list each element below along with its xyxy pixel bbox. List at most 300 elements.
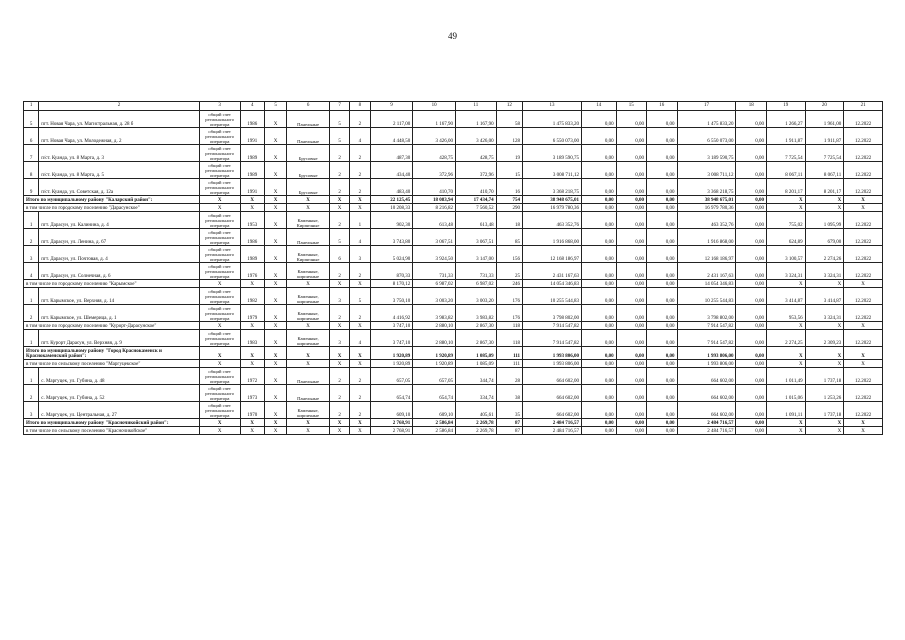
f1-cell: 0,00 [582,427,617,435]
year-cell: 1972 [240,368,264,385]
a1-cell: 22 125,45 [370,196,413,204]
f1-cell: 0,00 [582,322,617,330]
year-cell: X [240,360,264,368]
f4-cell: 3 008 711,12 [677,162,736,179]
house-row [24,179,883,196]
cost-cell: 664 602,00 [523,402,582,419]
fl-cell: 2 [329,368,349,385]
f4-cell: 12 168 186,97 [677,246,736,263]
column-number-cell: 17 [677,102,736,111]
ppl-cell: 16 [496,179,522,196]
a3-cell: 3 983,82 [455,305,496,322]
a2-cell: 1 167,90 [413,111,456,128]
wall-cell: X [287,419,330,427]
a2-cell: 2 880,10 [413,322,456,330]
f4-cell: 10 255 544,83 [677,288,736,305]
house-row [24,385,883,402]
address-cell: пгт. Курорт Дарасун, ул. Верхняя, д. 9 [39,330,200,347]
address-cell: пгт. Дарасун, ул. Почтовая, д. 4 [39,246,200,263]
u1-cell: 1 015,06 [766,385,805,402]
column-number-cell: 21 [844,102,883,111]
a1-cell: 8 170,12 [370,280,413,288]
column-number-cell: 4 [240,102,264,111]
date-cell: 12.2022 [844,212,883,229]
f3-cell: 0,00 [647,419,677,427]
en-cell: 2 [350,162,370,179]
a3-cell: 613,48 [455,212,496,229]
u1-cell: X [766,427,805,435]
address-cell: с. Маргуцек, ул. Центральная, д. 27 [39,402,200,419]
wall-cell: X [287,360,330,368]
f2-cell: 0,00 [616,246,646,263]
wall-cell: Каменные, кирпичные [287,402,330,419]
year-cell: 1982 [240,288,264,305]
a3-cell: 334,74 [455,385,496,402]
f4-cell: 3 798 802,00 [677,305,736,322]
date-cell: 12.2022 [844,263,883,280]
op-cell: общий счет регионального оператора [199,229,240,246]
a2-cell: 613,48 [413,212,456,229]
subtotal-label-cell: в том числе по сельскому поселению "Красночикойское" [24,427,200,435]
a1-cell: 434,40 [370,162,413,179]
ppl-cell: 111 [496,360,522,368]
wall-cell: Брусовые [287,145,330,162]
u1-cell: 953,56 [766,305,805,322]
a3-cell: 344,74 [455,368,496,385]
wall-cell: X [287,204,330,212]
a3-cell: 3 003,20 [455,288,496,305]
f2-cell: 0,00 [616,204,646,212]
cost-cell: 1 916 868,00 [523,229,582,246]
f5-cell: 0,00 [736,368,766,385]
subtotal-label-cell: в том числе по городскому поселению "Курорт-Дарасунское" [24,322,200,330]
u1-cell: 1 911,87 [766,128,805,145]
house-row [24,111,883,128]
f5-cell: 0,00 [736,305,766,322]
cost-cell: 16 979 780,36 [523,204,582,212]
ppl-cell: 111 [496,347,522,360]
row-number-cell: 6 [24,128,39,145]
op-cell: общий счет регионального оператора [199,128,240,145]
f5-cell: 0,00 [736,322,766,330]
x-cell: X [264,347,286,360]
en-cell: X [350,204,370,212]
subtotal-label-cell: Итого по муниципальному району "Город Краснокаменск и Краснокаменский район": [24,347,200,360]
a2-cell: 2 586,84 [413,427,456,435]
en-cell: X [350,280,370,288]
date-cell: 12.2022 [844,179,883,196]
f4-cell: 16 979 780,36 [677,204,736,212]
fl-cell: 2 [329,263,349,280]
x-cell: X [264,288,286,305]
column-number-cell: 8 [350,102,370,111]
house-row [24,288,883,305]
f2-cell: 0,00 [616,305,646,322]
a2-cell: 3 067,51 [413,229,456,246]
f5-cell: 0,00 [736,246,766,263]
u2-cell: X [805,360,844,368]
ppl-cell: 19 [496,145,522,162]
u1-cell: 2 274,25 [766,330,805,347]
fl-cell: X [329,427,349,435]
u2-cell: X [805,419,844,427]
en-cell: X [350,196,370,204]
year-cell: 1973 [240,385,264,402]
house-row [24,330,883,347]
column-number-cell: 7 [329,102,349,111]
a3-cell: 372,96 [455,162,496,179]
row-number-cell: 8 [24,162,39,179]
wall-cell: Каменные, кирпичные [287,263,330,280]
ppl-cell: 290 [496,204,522,212]
a3-cell: 3 426,00 [455,128,496,145]
date-cell: 12.2022 [844,368,883,385]
fl-cell: 5 [329,111,349,128]
wall-cell: X [287,427,330,435]
cost-cell: 7 914 547,82 [523,322,582,330]
en-cell: 2 [350,305,370,322]
house-row [24,229,883,246]
u2-cell: 1 095,99 [805,212,844,229]
cost-cell: 38 948 675,01 [523,196,582,204]
fl-cell: 5 [329,229,349,246]
date-cell: 12.2022 [844,288,883,305]
f5-cell: 0,00 [736,145,766,162]
f3-cell: 0,00 [647,128,677,145]
en-cell: 4 [350,128,370,145]
fl-cell: 2 [329,145,349,162]
en-cell: 4 [350,330,370,347]
f1-cell: 0,00 [582,229,617,246]
a1-cell: 4 416,92 [370,305,413,322]
a3-cell: 1 085,09 [455,347,496,360]
date-cell: X [844,196,883,204]
fl-cell: X [329,280,349,288]
x-cell: X [264,145,286,162]
a3-cell: 428,75 [455,145,496,162]
op-cell: общий счет регионального оператора [199,330,240,347]
en-cell: X [350,419,370,427]
a2-cell: 8 216,82 [413,204,456,212]
address-cell: пгт. Карымское, ул. Шемерица, д. 1 [39,305,200,322]
address-cell: п/ст. Куанда, ул. Советская, д. 12а [39,179,200,196]
f4-cell: 2 431 167,63 [677,263,736,280]
settlement-subtotal-row [24,280,883,288]
row-number-cell: 9 [24,179,39,196]
f4-cell: 3 368 218,75 [677,179,736,196]
f4-cell: 2 484 716,57 [677,419,736,427]
a3-cell: 731,33 [455,263,496,280]
a1-cell: 654,74 [370,385,413,402]
f4-cell: 3 189 590,75 [677,145,736,162]
f3-cell: 0,00 [647,330,677,347]
year-cell: 1989 [240,246,264,263]
op-cell: общий счет регионального оператора [199,288,240,305]
en-cell: 2 [350,402,370,419]
a2-cell: 609,10 [413,402,456,419]
row-number-cell: 1 [24,330,39,347]
column-number-cell: 2 [39,102,200,111]
a2-cell: 654,74 [413,385,456,402]
date-cell: X [844,419,883,427]
en-cell: 4 [350,229,370,246]
u1-cell: 8 201,17 [766,179,805,196]
a1-cell: 1 920,89 [370,347,413,360]
year-cell: 1979 [240,305,264,322]
op-cell: общий счет регионального оператора [199,402,240,419]
u1-cell: 1 091,11 [766,402,805,419]
cost-cell: 463 352,76 [523,212,582,229]
u1-cell: 7 725,54 [766,145,805,162]
f5-cell: 0,00 [736,196,766,204]
ppl-cell: 18 [496,212,522,229]
a2-cell: 3 003,20 [413,288,456,305]
ppl-cell: 128 [496,128,522,145]
a2-cell: 2 586,84 [413,419,456,427]
fl-cell: X [329,196,349,204]
en-cell: 1 [350,212,370,229]
f5-cell: 0,00 [736,212,766,229]
f4-cell: 14 054 346,83 [677,280,736,288]
op-cell: X [199,196,240,204]
f4-cell: 1 993 806,00 [677,360,736,368]
date-cell: X [844,204,883,212]
a2-cell: 6 987,02 [413,280,456,288]
en-cell: 2 [350,179,370,196]
date-cell: 12.2022 [844,246,883,263]
settlement-subtotal-row [24,360,883,368]
f2-cell: 0,00 [616,111,646,128]
f1-cell: 0,00 [582,128,617,145]
year-cell: X [240,204,264,212]
ppl-cell: 85 [496,229,522,246]
a2-cell: 731,33 [413,263,456,280]
u1-cell: X [766,196,805,204]
u1-cell: 3 324,31 [766,263,805,280]
f4-cell: 1 475 833,20 [677,111,736,128]
u2-cell: 7 725,54 [805,145,844,162]
date-cell: X [844,347,883,360]
f3-cell: 0,00 [647,145,677,162]
x-cell: X [264,368,286,385]
x-cell: X [264,402,286,419]
en-cell: 2 [350,385,370,402]
year-cell: X [240,280,264,288]
ppl-cell: 25 [496,263,522,280]
date-cell: X [844,360,883,368]
date-cell: 12.2022 [844,162,883,179]
date-cell: 12.2022 [844,305,883,322]
wall-cell: X [287,347,330,360]
row-number-cell: 5 [24,111,39,128]
x-cell: X [264,179,286,196]
u1-cell: X [766,204,805,212]
a2-cell: 410,70 [413,179,456,196]
u1-cell: 624,89 [766,229,805,246]
cost-cell: 12 168 186,97 [523,246,582,263]
address-cell: пгт. Новая Чара, ул. Магистральная, д. 28 б [39,111,200,128]
wall-cell: X [287,322,330,330]
a3-cell: 17 434,74 [455,196,496,204]
f2-cell: 0,00 [616,229,646,246]
op-cell: общий счет регионального оператора [199,212,240,229]
row-number-cell: 2 [24,229,39,246]
a1-cell: 609,10 [370,402,413,419]
f1-cell: 0,00 [582,111,617,128]
house-row [24,402,883,419]
f1-cell: 0,00 [582,212,617,229]
row-number-cell: 7 [24,145,39,162]
x-cell: X [264,111,286,128]
wall-cell: Панельные [287,229,330,246]
a3-cell: 7 560,52 [455,204,496,212]
op-cell: общий счет регионального оператора [199,145,240,162]
u1-cell: 8 067,11 [766,162,805,179]
year-cell: 1976 [240,263,264,280]
f2-cell: 0,00 [616,288,646,305]
f2-cell: 0,00 [616,368,646,385]
u1-cell: X [766,322,805,330]
year-cell: X [240,347,264,360]
year-cell: 1991 [240,179,264,196]
cost-cell: 6 550 073,00 [523,128,582,145]
f1-cell: 0,00 [582,179,617,196]
f2-cell: 0,00 [616,128,646,145]
u1-cell: 755,02 [766,212,805,229]
a1-cell: 3 747,10 [370,322,413,330]
cost-cell: 3 368 218,75 [523,179,582,196]
en-cell: 5 [350,288,370,305]
a3-cell: 2 867,30 [455,322,496,330]
u1-cell: 1 266,27 [766,111,805,128]
a3-cell: 2 269,78 [455,419,496,427]
f3-cell: 0,00 [647,204,677,212]
subtotal-label-cell: Итого по муниципальному району "Красночикойский район": [24,419,200,427]
f3-cell: 0,00 [647,385,677,402]
year-cell: 1983 [240,330,264,347]
fl-cell: X [329,360,349,368]
f3-cell: 0,00 [647,196,677,204]
date-cell: 12.2022 [844,330,883,347]
f1-cell: 0,00 [582,204,617,212]
ppl-cell: 118 [496,322,522,330]
a2-cell: 3 983,82 [413,305,456,322]
ppl-cell: 176 [496,288,522,305]
date-cell: 12.2022 [844,111,883,128]
cost-cell: 1 993 806,00 [523,360,582,368]
a1-cell: 3 747,10 [370,330,413,347]
op-cell: X [199,347,240,360]
a2-cell: 1 920,89 [413,360,456,368]
ppl-cell: 246 [496,280,522,288]
cost-cell: 7 914 547,82 [523,330,582,347]
op-cell: X [199,360,240,368]
f5-cell: 0,00 [736,263,766,280]
x-cell: X [264,322,286,330]
x-cell: X [264,360,286,368]
ppl-cell: 118 [496,330,522,347]
x-cell: X [264,330,286,347]
cost-cell: 1 475 833,20 [523,111,582,128]
op-cell: X [199,419,240,427]
f5-cell: 0,00 [736,360,766,368]
f4-cell: 664 602,00 [677,385,736,402]
f1-cell: 0,00 [582,347,617,360]
settlement-subtotal-row [24,322,883,330]
f1-cell: 0,00 [582,145,617,162]
x-cell: X [264,419,286,427]
cost-cell: 664 602,00 [523,368,582,385]
address-cell: пгт. Дарасун, ул. Ленина, д. 67 [39,229,200,246]
year-cell: 1991 [240,128,264,145]
house-row [24,145,883,162]
f5-cell: 0,00 [736,229,766,246]
a3-cell: 410,70 [455,179,496,196]
cost-cell: 664 602,00 [523,385,582,402]
wall-cell: Панельные [287,111,330,128]
x-cell: X [264,427,286,435]
f2-cell: 0,00 [616,179,646,196]
a2-cell: 3 426,00 [413,128,456,145]
f1-cell: 0,00 [582,402,617,419]
house-row [24,162,883,179]
row-number-cell: 3 [24,246,39,263]
fl-cell: 2 [329,385,349,402]
f2-cell: 0,00 [616,322,646,330]
wall-cell: Каменные, кирпичные [287,288,330,305]
address-cell: с. Маргуцек, ул. Губина, д. 48 [39,368,200,385]
f3-cell: 0,00 [647,263,677,280]
wall-cell: Панельные [287,368,330,385]
f4-cell: 1 916 868,00 [677,229,736,246]
f5-cell: 0,00 [736,347,766,360]
cost-cell: 2 484 716,57 [523,427,582,435]
fl-cell: 2 [329,402,349,419]
a1-cell: 1 920,89 [370,360,413,368]
u2-cell: 1 911,87 [805,128,844,145]
house-row [24,368,883,385]
f2-cell: 0,00 [616,427,646,435]
en-cell: 2 [350,145,370,162]
f1-cell: 0,00 [582,246,617,263]
column-number-cell: 11 [455,102,496,111]
fl-cell: X [329,347,349,360]
house-row [24,212,883,229]
u1-cell: X [766,347,805,360]
ppl-cell: 87 [496,419,522,427]
row-number-cell: 1 [24,212,39,229]
u2-cell: X [805,322,844,330]
x-cell: X [264,263,286,280]
subtotal-label-cell: в том числе по городскому поселению "Дарасунское" [24,204,200,212]
a2-cell: 657,05 [413,368,456,385]
f5-cell: 0,00 [736,111,766,128]
f1-cell: 0,00 [582,263,617,280]
a3-cell: 2 867,30 [455,330,496,347]
f4-cell: 7 914 547,82 [677,322,736,330]
op-cell: общий счет регионального оператора [199,368,240,385]
year-cell: 1953 [240,212,264,229]
en-cell: X [350,427,370,435]
f2-cell: 0,00 [616,360,646,368]
column-number-cell: 5 [264,102,286,111]
cost-cell: 2 431 167,63 [523,263,582,280]
f1-cell: 0,00 [582,419,617,427]
fl-cell: X [329,204,349,212]
row-number-cell: 2 [24,305,39,322]
x-cell: X [264,246,286,263]
column-number-cell: 14 [582,102,617,111]
